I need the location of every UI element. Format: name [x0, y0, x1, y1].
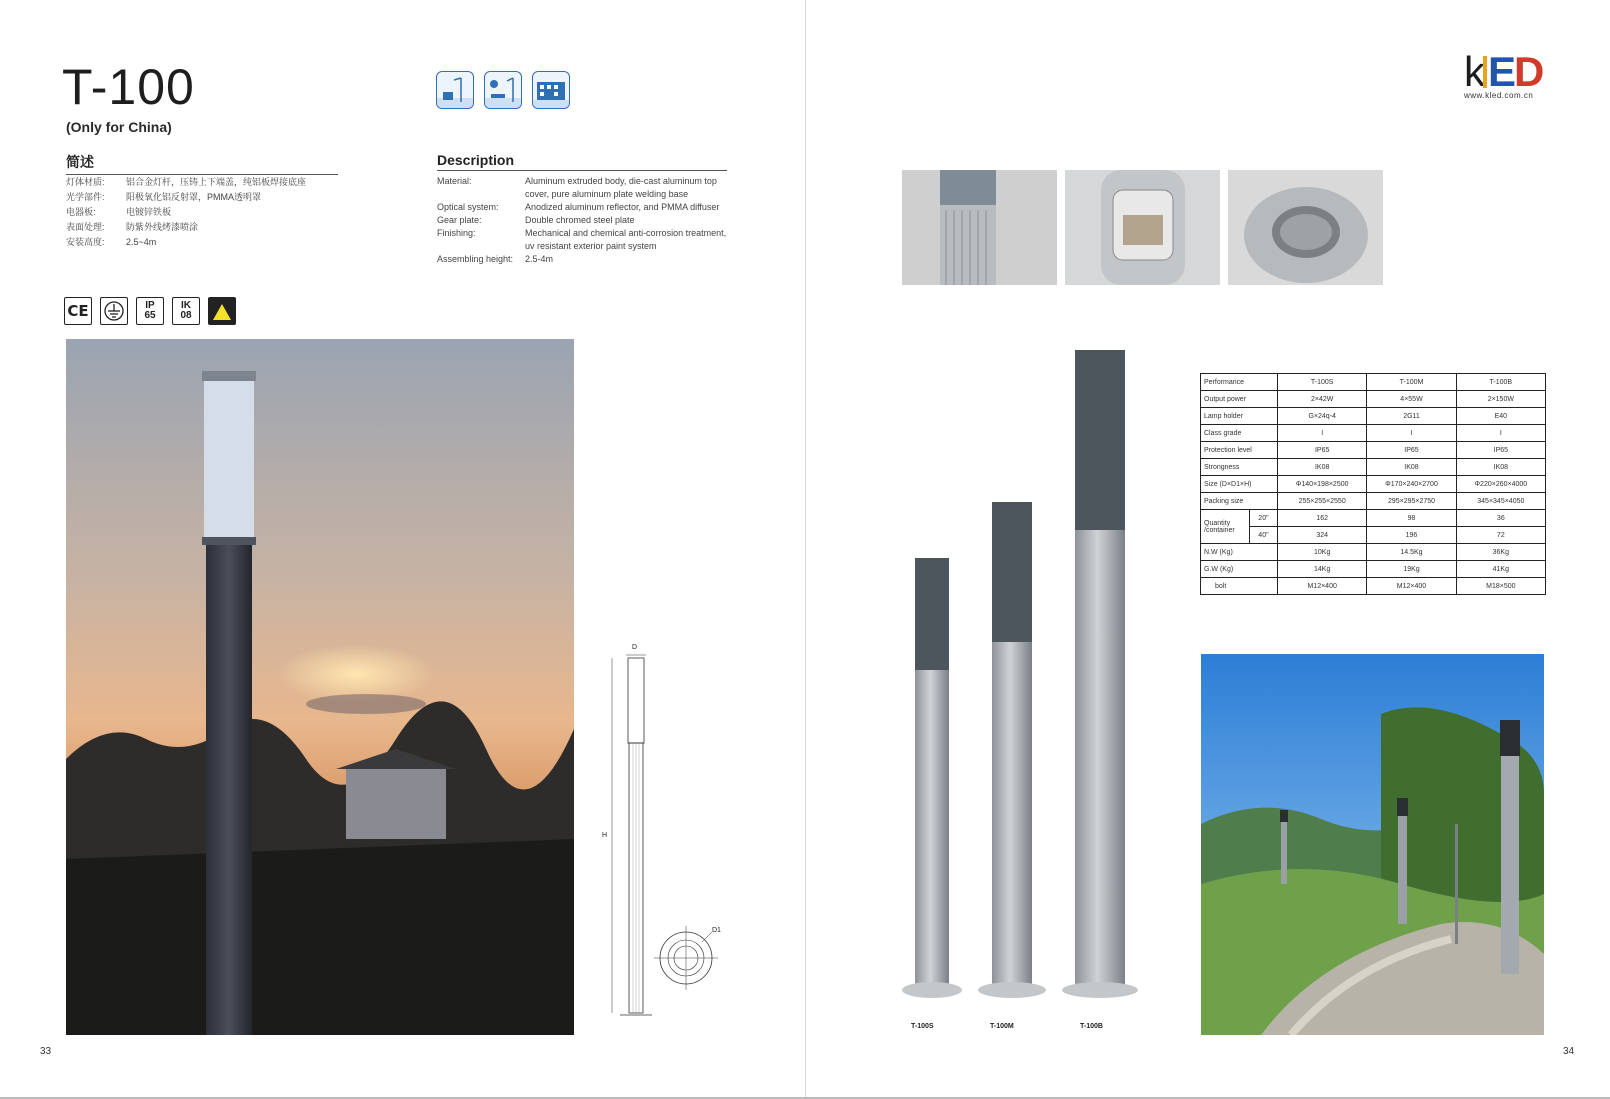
park-installation-photo [1201, 654, 1544, 1035]
spec-row: Material: Aluminum extruded body, die-cast aluminum top cover, pure aluminum plate welding base [437, 176, 717, 199]
english-spec-list [437, 175, 737, 266]
application-icons [436, 71, 570, 109]
spec-row: Gear plate: Double chromed steel plate [437, 215, 635, 225]
description-heading: Description [437, 152, 727, 171]
performance-table [1200, 373, 1546, 595]
page-title: T-100 [62, 59, 195, 115]
ip65-badge-icon: IP 65 [136, 297, 164, 325]
ce-mark-icon: CE [64, 297, 92, 325]
detail-photo-base [1228, 170, 1383, 285]
spec-row: 光学部件: 阳极氧化铝反射罩，PMMA透明罩 [66, 192, 262, 202]
table-row: Quantity /container 20" 162 98 36 [1201, 510, 1546, 527]
spec-row: Optical system: Anodized aluminum reflector, and PMMA diffuser [437, 202, 720, 212]
street-lamp-icon [436, 71, 474, 109]
spec-row: 灯体材质: 铝合金灯杆，压铸上下端盖，纯铝板焊接底座 [66, 177, 307, 187]
table-row: Packing size 255×255×2550 295×295×2750 345×345×4050 [1201, 493, 1546, 510]
dim-d-label: D [632, 644, 638, 651]
light-distribution-icon [208, 297, 236, 325]
table-row: Strongness IK08 IK08 IK08 [1201, 459, 1546, 476]
spec-row: Finishing: Mechanical and chemical anti-corrosion treatment, uv resistant exterior paint system [437, 228, 727, 251]
spec-row: 安装高度: 2.5~4m [66, 237, 157, 247]
spec-row: Assembling height: 2.5-4m [437, 254, 554, 264]
table-row: N.W (Kg) 10Kg 14.5Kg 36Kg [1201, 544, 1546, 561]
table-row: Size (D×D1×H) Φ140×198×2500 Φ170×240×2700 Φ220×260×4000 [1201, 476, 1546, 493]
model-label-b: T-100B [1080, 1023, 1103, 1030]
model-label-s: T-100S [911, 1023, 934, 1030]
dim-h-label: H [602, 832, 608, 839]
page-number-right: 34 [1563, 1046, 1575, 1057]
certification-icons [64, 297, 236, 325]
logo-url: www.kled.com.cn [1464, 91, 1534, 100]
detail-photo-top [902, 170, 1057, 285]
model-label-m: T-100M [990, 1023, 1014, 1030]
chinese-spec-list [66, 175, 306, 250]
table-row: Protection level IP65 IP65 IP65 [1201, 442, 1546, 459]
logo-mark: k ED [1464, 48, 1543, 95]
building-icon [532, 71, 570, 109]
chinese-heading: 简述 [66, 152, 338, 175]
sunset-bollard-photo [66, 339, 574, 1035]
table-row: Lamp holder G×24q-4 2G11 E40 [1201, 408, 1546, 425]
dim-d1-label: D1 [712, 927, 721, 934]
detail-photo-gear [1065, 170, 1220, 285]
page-subtitle: (Only for China) [66, 119, 172, 135]
page-number-left: 33 [40, 1046, 52, 1057]
table-row: G.W (Kg) 14Kg 19Kg 41Kg [1201, 561, 1546, 578]
table-row: Output power 2×42W 4×55W 2×150W [1201, 391, 1546, 408]
ik08-badge-icon: IK 08 [172, 297, 200, 325]
table-row: bolt M12×400 M12×400 M18×500 [1201, 578, 1546, 595]
park-bench-icon [484, 71, 522, 109]
product-lineup [895, 340, 1155, 1040]
ground-symbol-icon [100, 297, 128, 325]
table-header-row: Performance T-100S T-100M T-100B [1201, 374, 1546, 391]
spec-row: 电器板: 电镀锌铁板 [66, 207, 172, 217]
technical-drawing [598, 644, 748, 1020]
kled-logo [1464, 50, 1554, 110]
table-row: 40" 324 196 72 [1201, 527, 1546, 544]
spec-row: 表面处理: 防紫外线烤漆喷涂 [66, 222, 199, 232]
detail-photos [902, 170, 1383, 285]
table-row: Class grade I I I [1201, 425, 1546, 442]
